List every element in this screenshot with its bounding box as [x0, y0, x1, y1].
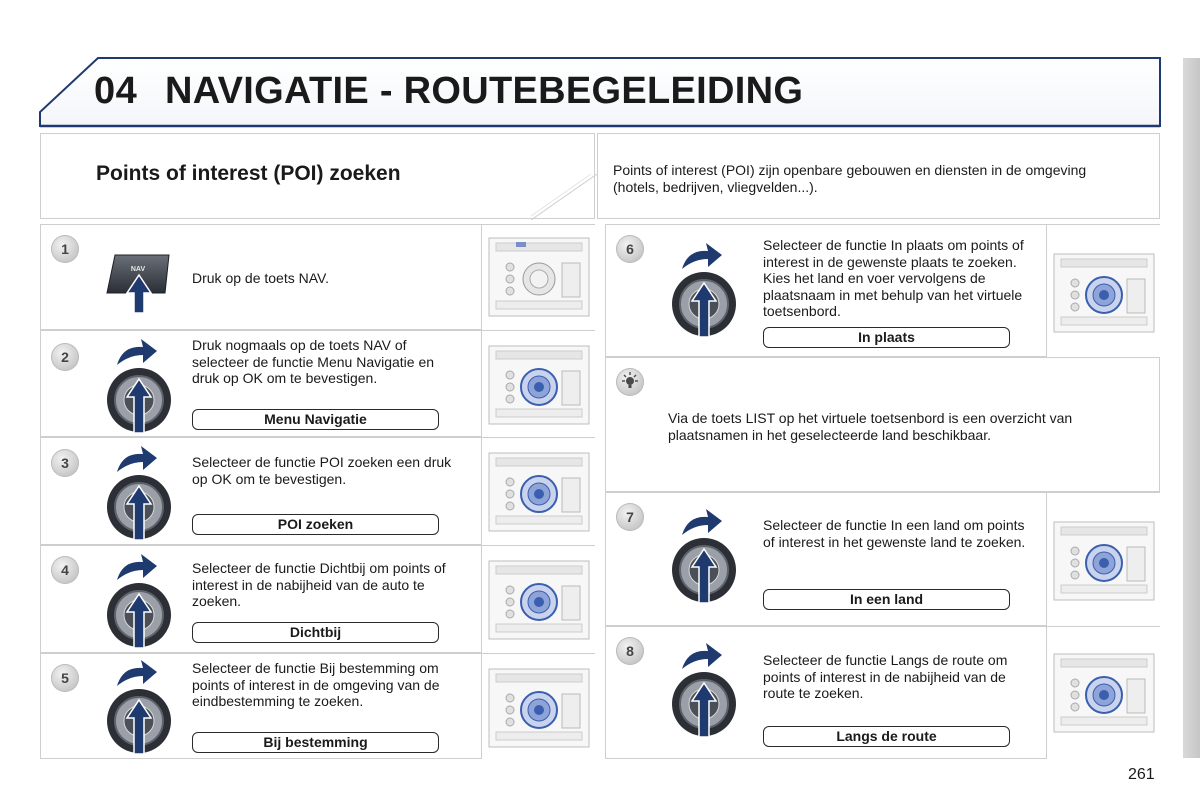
tip-text: Via de toets LIST op het virtuele toetsenbord is een overzicht van plaatsnamen in het geselecteerde land beschikbaar.: [668, 410, 1073, 443]
step-text: Druk nogmaals op de toets NAV of selecteer de functie Menu Navigatie en druk op OK om te bevestigen.: [192, 337, 435, 386]
step-5: [40, 653, 595, 759]
step-7: [605, 492, 1160, 626]
step-badge: 2: [51, 343, 79, 371]
radio-unit-thumbnail: [481, 546, 596, 653]
step-badge: 8: [616, 637, 644, 665]
radio-unit-thumbnail: [481, 225, 596, 330]
radio-unit-thumbnail: [481, 331, 596, 437]
step-3: [40, 437, 595, 545]
rotary-knob-icon: [668, 503, 740, 607]
step-badge: 6: [616, 235, 644, 263]
folded-corner-decoration: [531, 174, 597, 220]
nav-button-icon: [103, 249, 175, 319]
menu-option-label: Menu Navigatie: [192, 409, 439, 430]
menu-option-label: Dichtbij: [192, 622, 439, 643]
step-text: Selecteer de functie In plaats om points of interest in de gewenste plaats te zoeken. Kies het land en voer vervolgens de plaatsnaam in met behulp van het virtuele toetsenbord.: [763, 237, 1024, 319]
lightbulb-icon: [616, 368, 644, 396]
page-edge-tab: [1183, 58, 1200, 758]
section-title-box: [40, 133, 595, 219]
menu-option-label: Bij bestemming: [192, 732, 439, 753]
step-text: Selecteer de functie Langs de route om points of interest in de nabijheid van de route te zoeken.: [763, 652, 1008, 701]
step-badge: 5: [51, 664, 79, 692]
step-1: [40, 224, 595, 330]
section-description: Points of interest (POI) zijn openbare gebouwen en diensten in de omgeving (hotels, bedrijven, vliegvelden...).: [613, 162, 1087, 195]
section-title: Points of interest (POI) zoeken: [96, 162, 401, 185]
section-description-box: [597, 133, 1160, 219]
tip-box: [605, 357, 1160, 492]
menu-option-label: In plaats: [763, 327, 1010, 348]
radio-unit-thumbnail: [481, 654, 596, 759]
step-badge: 7: [616, 503, 644, 531]
nav-button-label: NAV: [130, 266, 146, 273]
step-6: [605, 224, 1160, 357]
radio-unit-thumbnail: [481, 438, 596, 545]
step-8: [605, 626, 1160, 759]
step-text: Selecteer de functie Dichtbij om points of interest in de nabijheid van de auto te zoeken.: [192, 560, 446, 609]
step-badge: 4: [51, 556, 79, 584]
rotary-knob-icon: [103, 548, 175, 652]
rotary-knob-icon: [103, 440, 175, 544]
rotary-knob-icon: [103, 654, 175, 758]
page-number: 261: [1128, 766, 1155, 783]
step-4: [40, 545, 595, 653]
radio-unit-thumbnail: [1046, 493, 1161, 626]
step-text: Selecteer de functie In een land om points of interest in het gewenste land te zoeken.: [763, 517, 1026, 550]
step-text: Selecteer de functie Bij bestemming om points of interest in de omgeving van de eindbestemming te zoeken.: [192, 660, 440, 709]
step-2: [40, 330, 595, 437]
rotary-knob-icon: [103, 333, 175, 437]
rotary-knob-icon: [668, 237, 740, 341]
chapter-number: 04: [94, 70, 138, 112]
menu-option-label: In een land: [763, 589, 1010, 610]
rotary-knob-icon: [668, 637, 740, 741]
radio-unit-thumbnail: [1046, 225, 1161, 357]
chapter-title: NAVIGATIE - ROUTEBEGELEIDING: [165, 70, 804, 112]
step-badge: 1: [51, 235, 79, 263]
radio-unit-thumbnail: [1046, 627, 1161, 759]
menu-option-label: POI zoeken: [192, 514, 439, 535]
step-text: Druk op de toets NAV.: [192, 270, 329, 286]
step-badge: 3: [51, 449, 79, 477]
step-text: Selecteer de functie POI zoeken een druk op OK om te bevestigen.: [192, 454, 452, 487]
menu-option-label: Langs de route: [763, 726, 1010, 747]
